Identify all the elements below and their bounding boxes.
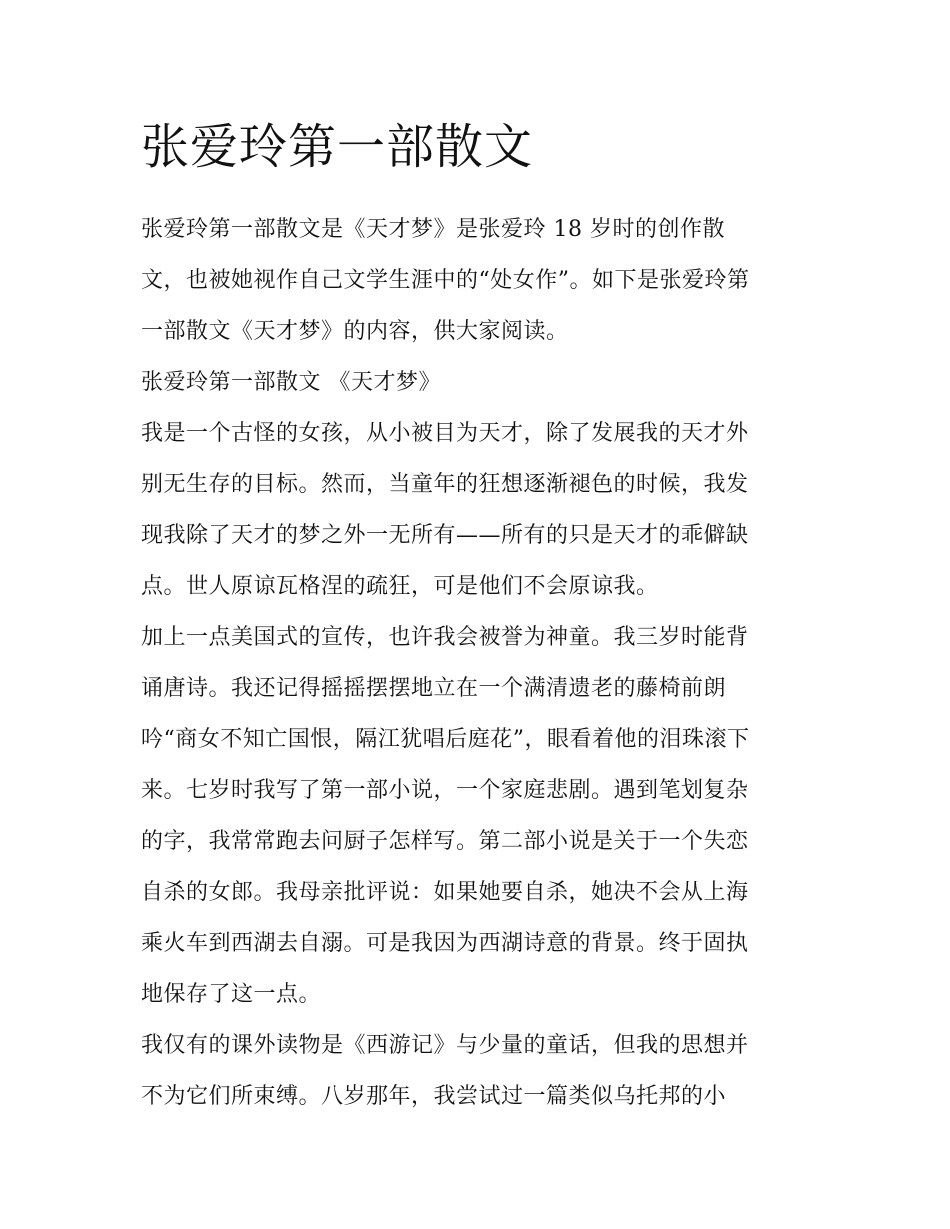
text-line: 现我除了天才的梦之外一无所有——所有的只是天才的乖僻缺 <box>141 523 749 548</box>
text-line: 乘火车到西湖去自溺。可是我因为西湖诗意的背景。终于固执 <box>141 931 749 956</box>
text-line: 的字，我常常跑去问厨子怎样写。第二部小说是关于一个失恋 <box>141 829 749 854</box>
text-line: 加上一点美国式的宣传，也许我会被誉为神童。我三岁时能背 <box>141 625 749 650</box>
text-line: 来。七岁时我写了第一部小说，一个家庭悲剧。遇到笔划复杂 <box>141 778 749 803</box>
text-line: 别无生存的目标。然而，当童年的狂想逐渐褪色的时候，我发 <box>141 472 749 497</box>
paragraph-2 <box>141 612 813 1020</box>
text-line: 诵唐诗。我还记得摇摇摆摆地立在一个满清遗老的藤椅前朗 <box>141 676 727 701</box>
text-line: 张爱玲第一部散文 《天才梦》 <box>141 370 441 395</box>
text-line: 不为它们所束缚。八岁那年，我尝试过一篇类似乌托邦的小 <box>141 1084 727 1109</box>
text-line: 点。世人原谅瓦格涅的疏狂，可是他们不会原谅我。 <box>141 574 659 599</box>
text-line: 张爱玲第一部散文是《天才梦》是张爱玲 18 岁时的创作散 <box>141 217 725 242</box>
document-title: 张爱玲第一部散文 <box>141 119 534 175</box>
paragraph-intro <box>141 204 813 357</box>
text-line: 我是一个古怪的女孩，从小被目为天才，除了发展我的天才外 <box>141 421 749 446</box>
document-body <box>141 118 813 1122</box>
text-line: 吟“商女不知亡国恨，隔江犹唱后庭花”，眼看着他的泪珠滚下 <box>141 727 750 752</box>
section-heading <box>141 357 813 408</box>
paragraph-3 <box>141 1020 813 1122</box>
text-line: 一部散文《天才梦》的内容，供大家阅读。 <box>141 319 569 344</box>
text-line: 文，也被她视作自己文学生涯中的“处女作”。如下是张爱玲第 <box>141 268 750 293</box>
text-line: 我仅有的课外读物是《西游记》与少量的童话，但我的思想并 <box>141 1033 749 1058</box>
paragraph-1 <box>141 408 813 612</box>
text-line: 自杀的女郎。我母亲批评说：如果她要自杀，她决不会从上海 <box>141 880 749 905</box>
text-line: 地保存了这一点。 <box>141 982 322 1007</box>
